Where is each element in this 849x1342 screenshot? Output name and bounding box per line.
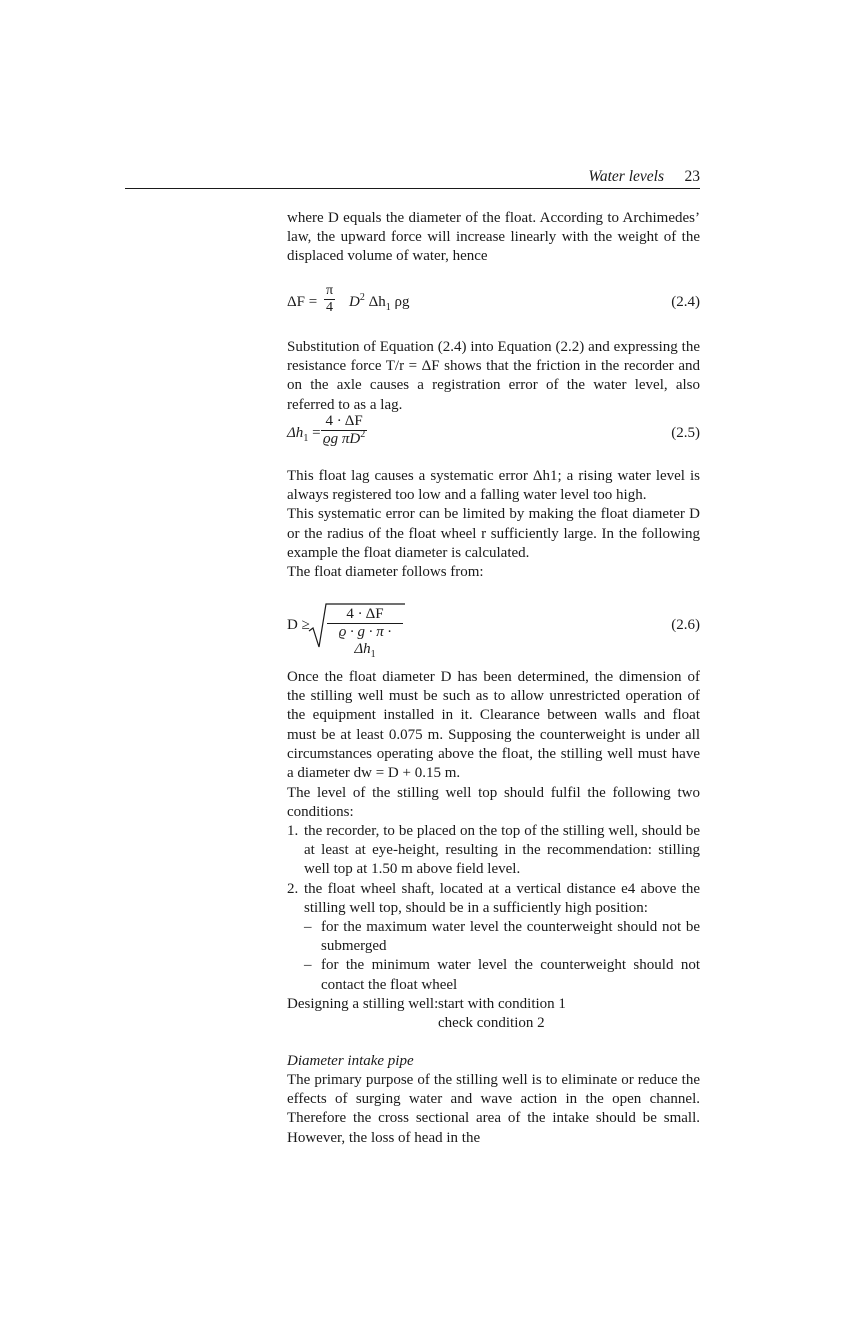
paragraph-archimedes: where D equals the diameter of the float. According to Archimedes’ law, the upward force will increase linearly with the weight of the displaced volume of water, hence bbox=[287, 210, 700, 265]
paragraph-conditions: The level of the stilling well top should fulfil the following two conditions: bbox=[287, 785, 700, 821]
equation-2-4 bbox=[287, 283, 700, 326]
fraction-pi-over-4 bbox=[324, 283, 335, 316]
equation-number: (2.6) bbox=[671, 617, 700, 633]
list-item: – for the maximum water level the counterweight should not be submerged bbox=[304, 919, 700, 955]
paragraph-stilling-well: Once the float diameter D has been determined, the dimension of the stilling well must be such as to allow unrestricted operation of the equipment installed in it. Clearance between walls and float must be at least 0.075 m. Supposing the counterweight is under all circumstances operating above the float, the stilling well must have a diameter dw = D + 0.15 m. bbox=[287, 669, 700, 782]
fraction-numerator: π bbox=[326, 283, 334, 298]
conditions-list bbox=[287, 822, 700, 1033]
fraction-numerator: 4 · ΔF bbox=[346, 606, 384, 622]
equation-lhs: $\Delta h_1$ = bbox=[287, 425, 321, 444]
running-header bbox=[125, 166, 700, 189]
running-title: Water levels bbox=[588, 168, 664, 185]
list-item: 1. the recorder, to be placed on the top of the stilling well, should be at least at eye-height, resulting in the recommendation: stilling well top at 1.50 m above field level. bbox=[287, 823, 700, 878]
page-number: 23 bbox=[684, 168, 700, 185]
equation-number: (2.4) bbox=[671, 294, 700, 310]
fraction-denominator: ϱg $\pi D^2$ bbox=[323, 429, 366, 447]
paragraph-intake: The primary purpose of the stilling well is to eliminate or reduce the effects of surging water and wave action in the open channel. Therefore the cross sectional area of the intake should be small. However, the loss of head in the bbox=[287, 1072, 700, 1146]
equation-lhs: D ≥ bbox=[287, 617, 310, 633]
fraction-lag bbox=[321, 413, 367, 448]
equation-2-5 bbox=[287, 413, 700, 457]
fraction-numerator: 4 · ΔF bbox=[325, 413, 363, 429]
list-item: 2. the float wheel shaft, located at a vertical distance e4 above the stilling well top, should be in a sufficiently high position: bbox=[287, 880, 700, 916]
equation-2-6 bbox=[287, 601, 700, 660]
paragraph-substitution: Substitution of Equation (2.4) into Equation (2.2) and expressing the resistance force T/r = ΔF shows that the friction in the recorder and on the axle causes a registration error of the water level, also referred to as a lag. bbox=[287, 339, 700, 413]
designing-step-2: check condition 2 bbox=[438, 1015, 545, 1032]
fraction-denominator: $ϱ \cdot g \cdot \pi \cdot \Delta h_1$ bbox=[327, 623, 403, 658]
fraction-denominator: 4 bbox=[324, 299, 335, 316]
fraction-float-diameter bbox=[327, 606, 403, 658]
equation-number: (2.5) bbox=[671, 425, 700, 441]
paragraph-float-lag: This float lag causes a systematic error Δh1; a rising water level is always registered too low and a falling water level too high. This systematic error can be limited by making the float diameter D or the radius of the float wheel r sufficiently large. In the following example the float diameter is calculated. The float diameter follows from: bbox=[287, 468, 700, 581]
equation-rhs: $D^2$ $\Delta h_1$ ρg bbox=[349, 292, 410, 313]
section-subheading: Diameter intake pipe bbox=[287, 1053, 414, 1069]
equation-lhs: ΔF = bbox=[287, 294, 318, 310]
list-item: – for the minimum water level the counterweight should not contact the float wheel bbox=[304, 957, 700, 993]
designing-steps: Designing a stilling well: start with condition 1 bbox=[287, 995, 566, 1012]
